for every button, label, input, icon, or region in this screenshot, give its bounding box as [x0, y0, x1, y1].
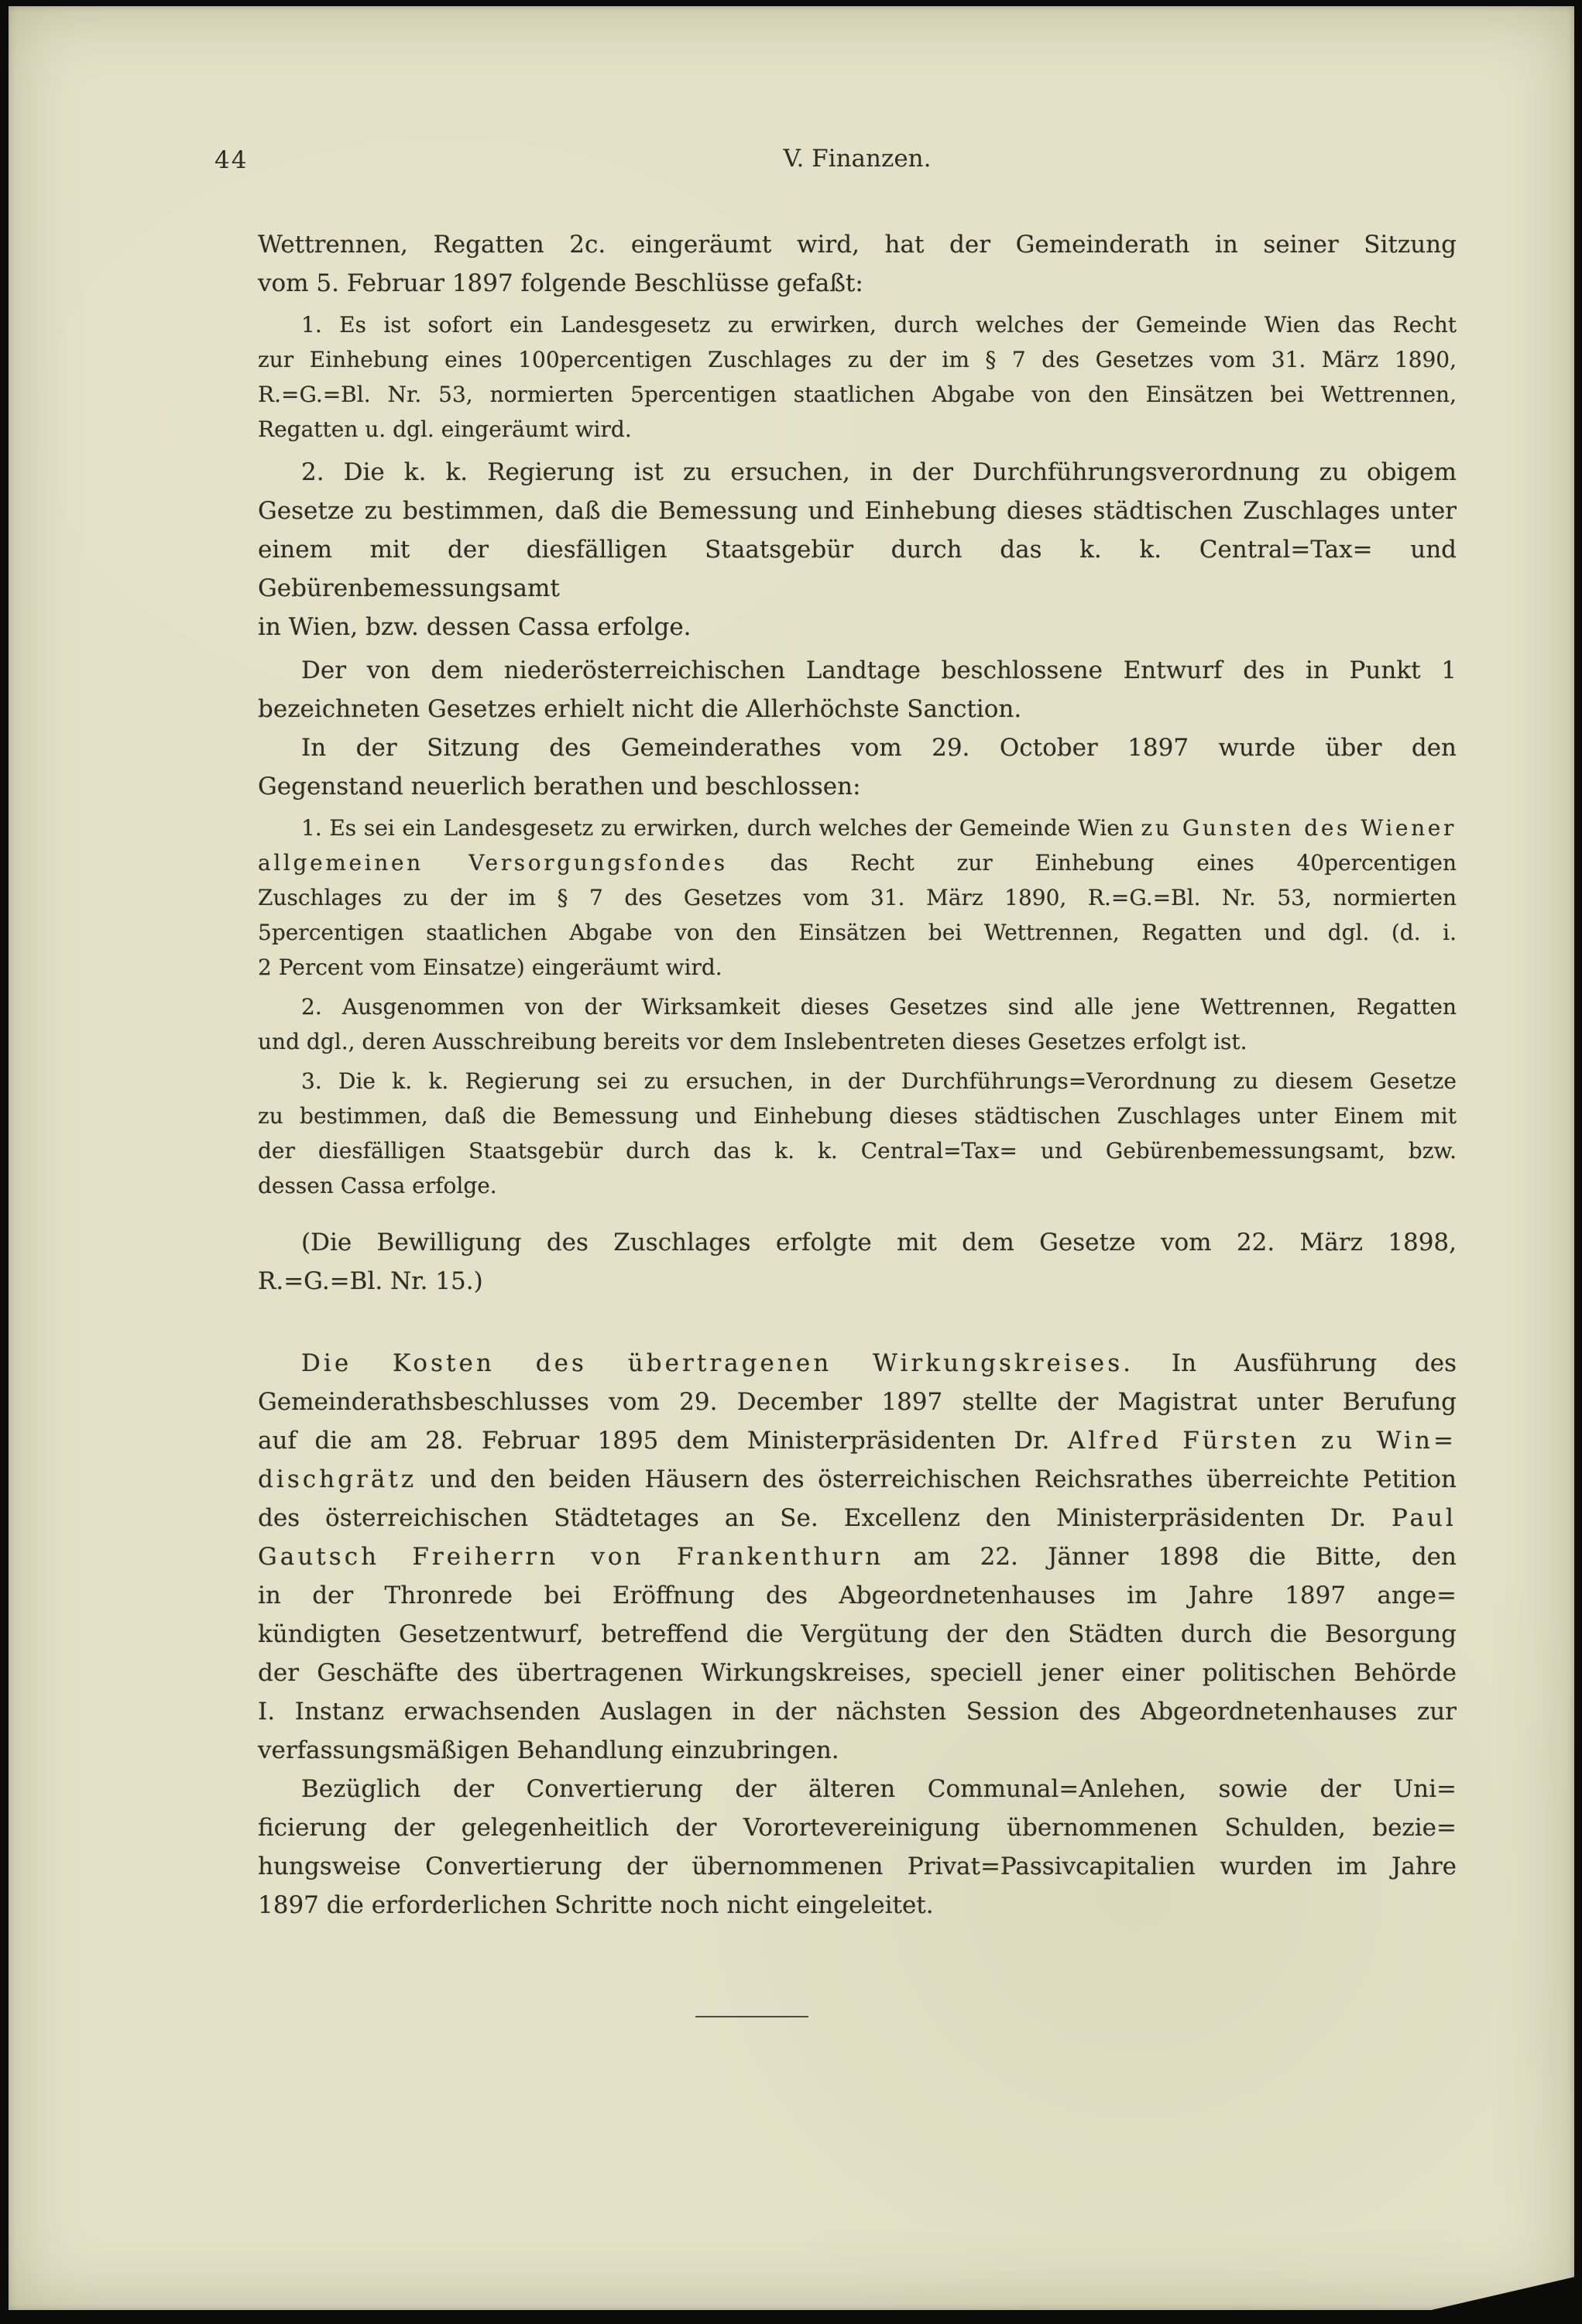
text-line: kündigten Gesetzentwurf, betreffend die Vergütung der den Städten durch die Besorgung [258, 1620, 1457, 1648]
text-line: bezeichneten Gesetzes erhielt nicht die Allerhöchste Sanction. [258, 695, 1022, 723]
text-line: 1. Es sei ein Landesgesetz zu erwirken, durch welches der Gemeinde Wien zu Gunsten des Wiener [301, 815, 1457, 841]
text-line: dessen Cassa erfolge. [258, 1173, 497, 1198]
text-line: des österreichischen Städtetages an Se. Excellenz den Ministerpräsidenten Dr. Paul [258, 1504, 1457, 1532]
body-text [258, 225, 1457, 2017]
text-line: I. Instanz erwachsenden Auslagen in der nächsten Session des Abgeordnetenhauses zur [258, 1698, 1457, 1726]
text-line: 3. Die k. k. Regierung sei zu ersuchen, in der Durchführungs=Verordnung zu diesem Gesetze [301, 1068, 1457, 1094]
text-line: zur Einhebung eines 100percentigen Zuschlages zu der im § 7 des Gesetzes vom 31. März 1890, [258, 347, 1457, 372]
text-line: Bezüglich der Convertierung der älteren Communal=Anlehen, sowie der Uni= [301, 1775, 1457, 1803]
text-line: dischgrätz und den beiden Häusern des österreichischen Reichsrathes überreichte Petition [258, 1465, 1457, 1493]
text-line: Die Kosten des übertragenen Wirkungskreises. In Ausführung des [301, 1349, 1457, 1377]
text-line: R.=G.=Bl. Nr. 53, normierten 5percentigen staatlichen Abgabe von den Einsätzen bei Wettrennen, [258, 382, 1457, 407]
letterspaced-name: Alfred Fürsten zu Win= [1067, 1427, 1457, 1455]
text-block [214, 145, 1457, 2017]
letterspaced-name: Gautsch Freiherrn von Frankenthurn [258, 1543, 884, 1571]
text-line: (Die Bewilligung des Zuschlages erfolgte mit dem Gesetze vom 22. März 1898, [301, 1229, 1457, 1256]
text-line: 2 Percent vom Einsatze) eingeräumt wird. [258, 955, 722, 980]
text-line: Der von dem niederösterreichischen Landtage beschlossene Entwurf des in Punkt 1 [301, 656, 1457, 684]
text-line: ficierung der gelegenheitlich der Vorortevereinigung übernommenen Schulden, bezie= [258, 1814, 1457, 1842]
text-line: einem mit der diesfälligen Staatsgebür durch das k. k. Central=Tax= und Gebürenbemessungsamt [258, 536, 1457, 602]
resolution-oct-1897-item-2 [258, 989, 1457, 1059]
letterspaced-name: dischgrätz [258, 1465, 417, 1493]
section-divider [695, 2016, 808, 2017]
text-line: 5percentigen staatlichen Abgabe von den Einsätzen bei Wettrennen, Regatten und dgl. (d. i. [258, 920, 1457, 945]
text-line: vom 5. Februar 1897 folgende Beschlüsse gefaßt: [258, 269, 863, 297]
text-line: 2. Ausgenommen von der Wirksamkeit dieses Gesetzes sind alle jene Wettrennen, Regatten [301, 994, 1457, 1020]
text-line: In der Sitzung des Gemeinderathes vom 29. October 1897 wurde über den [301, 734, 1457, 762]
text-line: Zuschlages zu der im § 7 des Gesetzes vom 31. März 1890, R.=G.=Bl. Nr. 53, normierten [258, 885, 1457, 910]
text-line: allgemeinen Versorgungsfondes das Recht zur Einhebung eines 40percentigen [258, 850, 1457, 876]
resolution-oct-1897-item-3 [258, 1064, 1457, 1203]
text-line: 1897 die erforderlichen Schritte noch nicht eingeleitet. [258, 1891, 934, 1919]
text-line: zu bestimmen, daß die Bemessung und Einhebung dieses städtischen Zuschlages unter Einem mit [258, 1103, 1457, 1129]
resolution-feb-1897-item-2 [258, 453, 1457, 646]
text-line: in der Thronrede bei Eröffnung des Abgeordnetenhauses im Jahre 1897 ange= [258, 1582, 1457, 1609]
paragraph-bewilligung-note [258, 1223, 1457, 1301]
text-line: hungsweise Convertierung der übernommenen Privat=Passivcapitalien wurden im Jahre [258, 1853, 1457, 1880]
paragraph-sanction [258, 651, 1457, 728]
text-line: Regatten u. dgl. eingeräumt wird. [258, 416, 632, 442]
text-line: in Wien, bzw. dessen Cassa erfolge. [258, 613, 691, 641]
running-header: V. Finanzen. [783, 145, 932, 173]
text-line: der Geschäfte des übertragenen Wirkungskreises, speciell jener einer politischen Behörde [258, 1659, 1457, 1687]
page-header [214, 145, 1457, 182]
paragraph-convertierung [258, 1770, 1457, 1925]
text-line: Gemeinderathsbeschlusses vom 29. December 1897 stellte der Magistrat unter Berufung [258, 1388, 1457, 1416]
paper-sheet [9, 6, 1574, 2310]
text-line: der diesfälligen Staatsgebür durch das k. k. Central=Tax= und Gebürenbemessungsamt, bzw. [258, 1138, 1457, 1164]
text-line: Gesetze zu bestimmen, daß die Bemessung und Einhebung dieses städtischen Zuschlages unter [258, 497, 1457, 525]
paragraph-continuation [258, 225, 1457, 303]
text-line: und dgl., deren Ausschreibung bereits vor dem Inslebentreten dieses Gesetzes erfolgt ist. [258, 1029, 1247, 1054]
text-line: verfassungsmäßigen Behandlung einzubringen. [258, 1736, 839, 1764]
letterspaced-phrase: allgemeinen Versorgungsfondes [258, 850, 728, 876]
paragraph-kosten-wirkungskreis [258, 1344, 1457, 1770]
text-line: 2. Die k. k. Regierung ist zu ersuchen, in der Durchführungsverordnung zu obigem [301, 458, 1457, 486]
resolution-feb-1897-item-1 [258, 307, 1457, 447]
text-line: 1. Es ist sofort ein Landesgesetz zu erwirken, durch welches der Gemeinde Wien das Recht [301, 312, 1457, 338]
paragraph-session-october [258, 728, 1457, 806]
letterspaced-phrase: zu Gunsten des Wiener [1141, 815, 1457, 841]
letterspaced-name: Paul [1392, 1504, 1457, 1532]
text-line: Gegenstand neuerlich berathen und beschlossen: [258, 773, 861, 800]
page-number: 44 [214, 146, 249, 174]
text-line: Wettrennen, Regatten 2c. eingeräumt wird, hat der Gemeinderath in seiner Sitzung [258, 231, 1457, 259]
text-line: R.=G.=Bl. Nr. 15.) [258, 1267, 483, 1295]
letterspaced-topic-heading: Die Kosten des übertragenen Wirkungskreises. [301, 1349, 1134, 1377]
paper-corner-cut [1428, 2277, 1575, 2311]
text-line: auf die am 28. Februar 1895 dem Ministerpräsidenten Dr. Alfred Fürsten zu Win= [258, 1427, 1457, 1455]
resolution-oct-1897-item-1 [258, 811, 1457, 985]
text-line: Gautsch Freiherrn von Frankenthurn am 22. Jänner 1898 die Bitte, den [258, 1543, 1457, 1571]
